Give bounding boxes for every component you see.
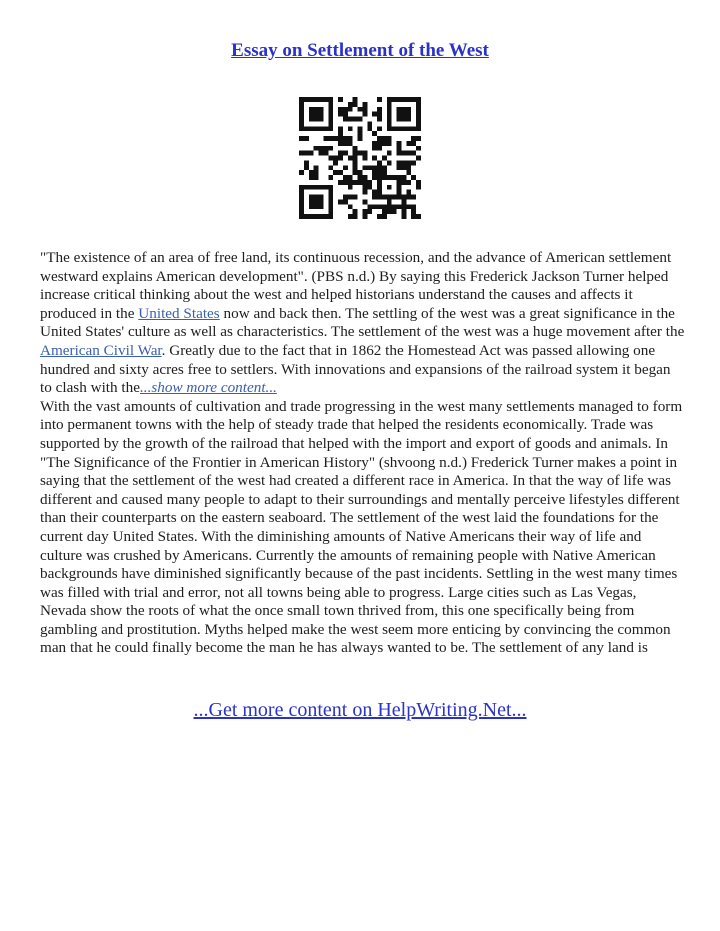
page-title[interactable]: Essay on Settlement of the West bbox=[231, 40, 489, 61]
get-more-content-link[interactable]: ...Get more content on HelpWriting.Net... bbox=[193, 699, 527, 721]
essay-paragraph-1 bbox=[40, 249, 685, 398]
paragraph-1-text-a: "The existence of an area of free land, its continuous recession, and the advance of American settlement westward explains American development". (PBS n.d.) By saying this Frederick Jackson Turner helped increase critical thinking about the west and helped historians understand the causes and affects it produced in the bbox=[40, 249, 672, 322]
paragraph-1-text-b: now and back then. The settling of the west was a great significance in the United States' culture as well as characteristics. The settlement of the west was a huge movement after the bbox=[40, 304, 685, 341]
show-more-link[interactable]: ...show more content... bbox=[139, 379, 277, 397]
essay-body bbox=[40, 249, 685, 658]
link-american-civil-war[interactable]: American Civil War bbox=[40, 341, 162, 359]
paragraph-1-text-c: . Greatly due to the fact that in 1862 the Homestead Act was passed allowing one hundred and sixty acres free to settlers. With innovations and expansions of the railroad system it began to clash with the bbox=[40, 341, 671, 397]
link-united-states[interactable]: United States bbox=[138, 304, 220, 322]
essay-paragraph-2: With the vast amounts of cultivation and trade progressing in the west many settlements managed to form into permanent towns with the help of steady trade that helped the residents economically. Trade was supported by the growth of the railroad that helped with the import and export of goods and animals. In "The Significance of the Frontier in American History" (shvoong n.d.) Frederick Turner makes a point in saying that the settlement of the west had created a different race in America. In that the way of life was different and caused many people to adapt to their surroundings and mentally perceive lifestyles different than their counterparts on the eastern seaboard. The settlement of the west laid the foundations for the current day United States. With the diminishing amounts of Native Americans their way of life and culture was crushed by Americans. Currently the amounts of remaining people with Native American backgrounds have diminished significantly because of the past incidents. Settling in the west many times was filled with trial and error, not all towns being able to progress. Large cities such as Las Vegas, Nevada show the roots of what the once small town thrived from, this one specifically being from gambling and prostitution. Myths helped make the west seem more enticing by convincing the common man that he could finally become the man he has always wanted to be. The settlement of any land is bbox=[40, 397, 683, 657]
qr-code-icon bbox=[299, 97, 421, 219]
